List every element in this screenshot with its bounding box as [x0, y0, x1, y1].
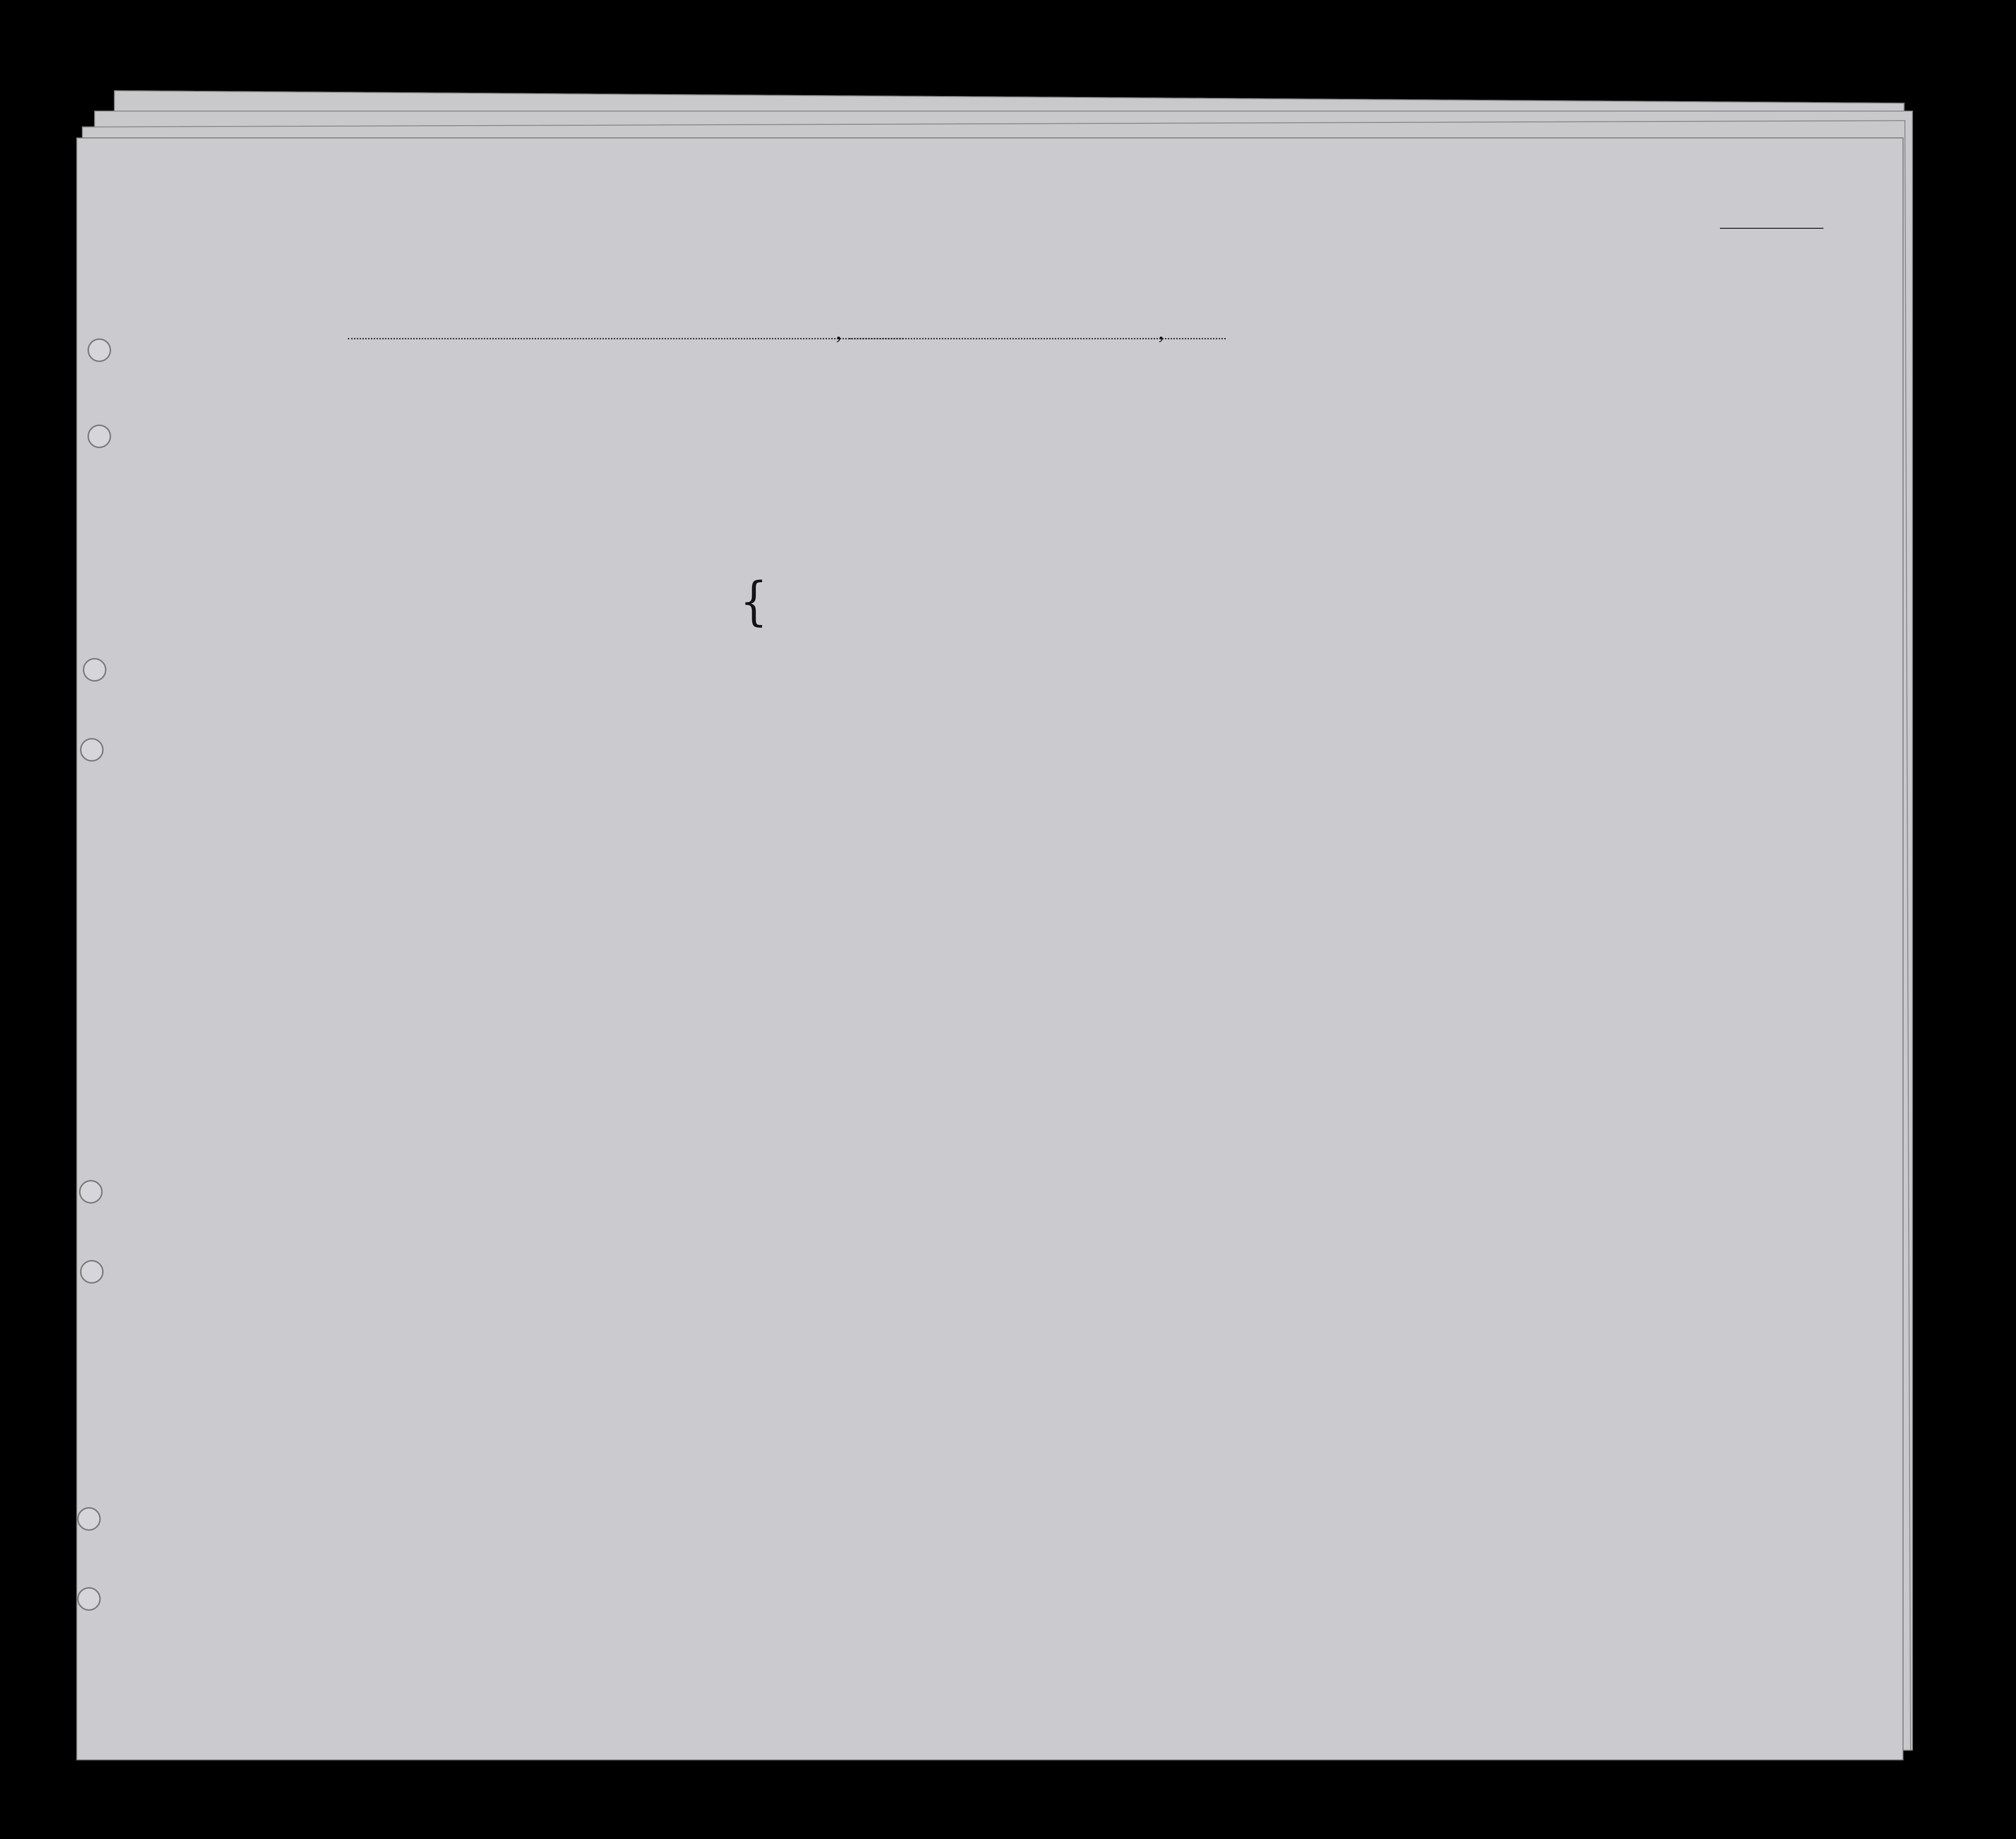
- header-purpose-length: [1165, 426, 1197, 652]
- header-purpose-return: [1127, 426, 1160, 652]
- comma: ,: [1158, 319, 1164, 344]
- header-feet: [1582, 449, 1611, 656]
- header-arrested: [1459, 404, 1487, 654]
- money-brace: {: [740, 571, 768, 632]
- comma: ,: [836, 319, 842, 344]
- header-prison: [1240, 404, 1277, 654]
- header-anarchist: [1307, 404, 1335, 654]
- header-excluded: [1432, 404, 1460, 654]
- header-fifty-dollars: [684, 402, 717, 656]
- header-purpose-citizen: [1200, 426, 1233, 652]
- header-polygamist: [1277, 404, 1306, 654]
- header-overthrow: [1339, 404, 1400, 654]
- header-ticket: [571, 402, 604, 656]
- header-inches: [1613, 449, 1642, 656]
- manifest-grid: [77, 138, 1903, 1759]
- manifest-sheet: [76, 137, 1904, 1760]
